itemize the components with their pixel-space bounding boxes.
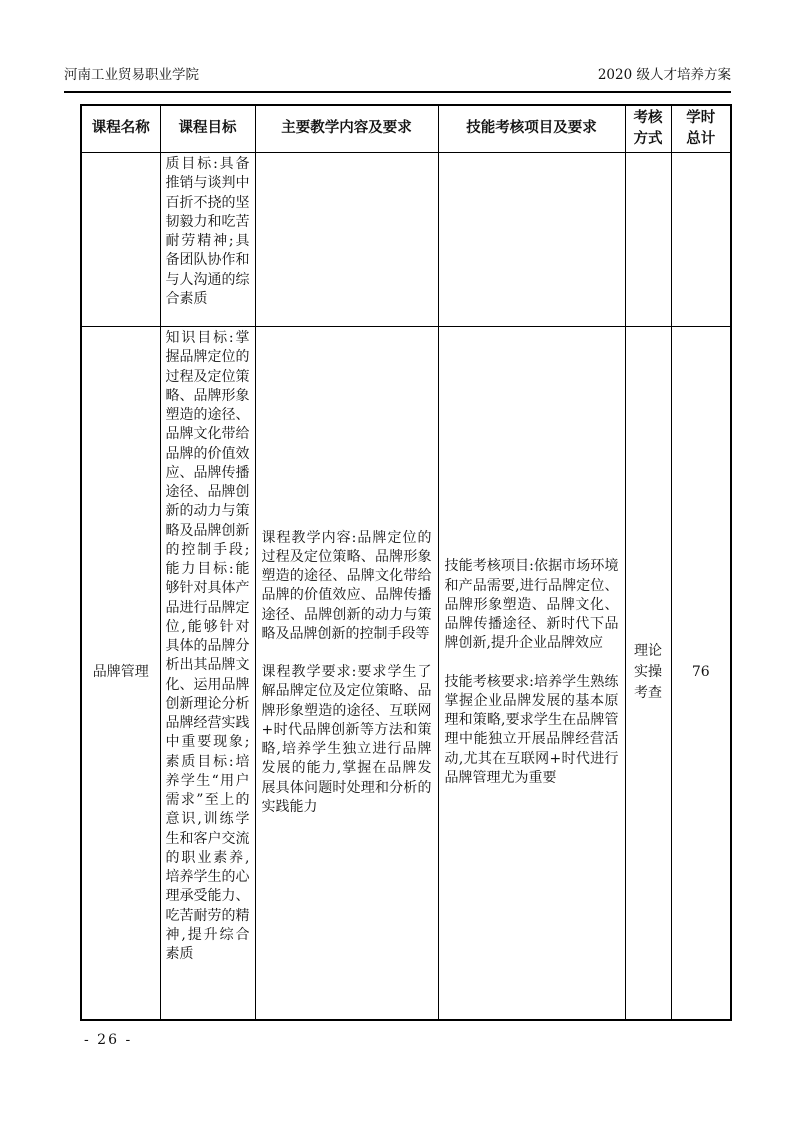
running-head bbox=[64, 66, 731, 93]
total-hours-cell: 76 bbox=[671, 327, 731, 1020]
objectives-cell: 知识目标:掌握品牌定位的过程及定位策略、品牌形象塑造的途径、品牌文化带给品牌的价值效应、品牌传播途径、品牌创新的动力与策略及品牌创新的控制手段; 能力目标:能够针对具体产品进行品牌定位,能够针对具体的品牌分析出其品牌文化、运用品牌创新理论分析品牌经营实践中重要现象;素质目标:培养学生“用户需求”至上的意识,训练学生和客户交流的职业素养,培养学生的心理承受能力、吃苦耐劳的精神,提升综合素质 bbox=[160, 327, 255, 1020]
skill-assessment-requirement-paragraph: 技能考核要求:培养学生熟练掌握企业品牌发展的基本原理和策略,要求学生在品牌管理中能独立开展品牌经营活动,尤其在互联网+时代进行品牌管理尤为重要 bbox=[444, 673, 619, 786]
teaching-content-cell bbox=[255, 327, 438, 1020]
column-header-assessment-method: 考核方式 bbox=[625, 105, 671, 153]
empty-total-hours-cell bbox=[671, 153, 731, 327]
skill-assessment-cell bbox=[438, 327, 625, 1020]
header-row bbox=[81, 105, 731, 153]
teaching-content-paragraph: 课程教学内容:品牌定位的过程及定位策略、品牌形象塑造的途径、品牌文化带给品牌的价值效应、品牌传播途径、品牌创新的动力与策略及品牌创新的控制手段等 bbox=[261, 529, 432, 642]
column-header-skill-assessment: 技能考核项目及要求 bbox=[438, 105, 625, 153]
column-header-total-hours: 学时总计 bbox=[671, 105, 731, 153]
course-table bbox=[80, 104, 732, 1021]
school-name: 河南工业贸易职业学院 bbox=[64, 67, 199, 83]
assessment-method-cell: 理论实操考查 bbox=[625, 327, 671, 1020]
column-header-teaching-content: 主要教学内容及要求 bbox=[255, 105, 438, 153]
course-name-cell: 品牌管理 bbox=[81, 327, 160, 1020]
empty-assessment-method-cell bbox=[625, 153, 671, 327]
column-header-course-name: 课程名称 bbox=[81, 105, 160, 153]
teaching-requirement-paragraph: 课程教学要求:要求学生了解品牌定位及定位策略、品牌形象塑造的途径、互联网+时代品牌创新等方法和策略,培养学生独立进行品牌发展的能力,掌握在品牌发展具体问题时处理和分析的实践能力 bbox=[261, 664, 432, 815]
page-number: - 26 - bbox=[84, 1032, 133, 1048]
column-header-objectives: 课程目标 bbox=[160, 105, 255, 153]
table-row-continuation bbox=[81, 153, 731, 327]
empty-course-name-cell bbox=[81, 153, 160, 327]
objectives-continuation-cell: 质目标:具备推销与谈判中百折不挠的坚韧毅力和吃苦耐劳精神;具备团队协作和与人沟通的综合素质 bbox=[160, 153, 255, 327]
skill-assessment-item-paragraph: 技能考核项目:依据市场环境和产品需要,进行品牌定位、品牌形象塑造、品牌文化、品牌传播途径、新时代下品牌创新,提升企业品牌效应 bbox=[444, 558, 619, 652]
table-row-brand-management bbox=[81, 327, 731, 1020]
empty-teaching-content-cell bbox=[255, 153, 438, 327]
empty-skill-assessment-cell bbox=[438, 153, 625, 327]
plan-title: 2020 级人才培养方案 bbox=[597, 67, 731, 83]
